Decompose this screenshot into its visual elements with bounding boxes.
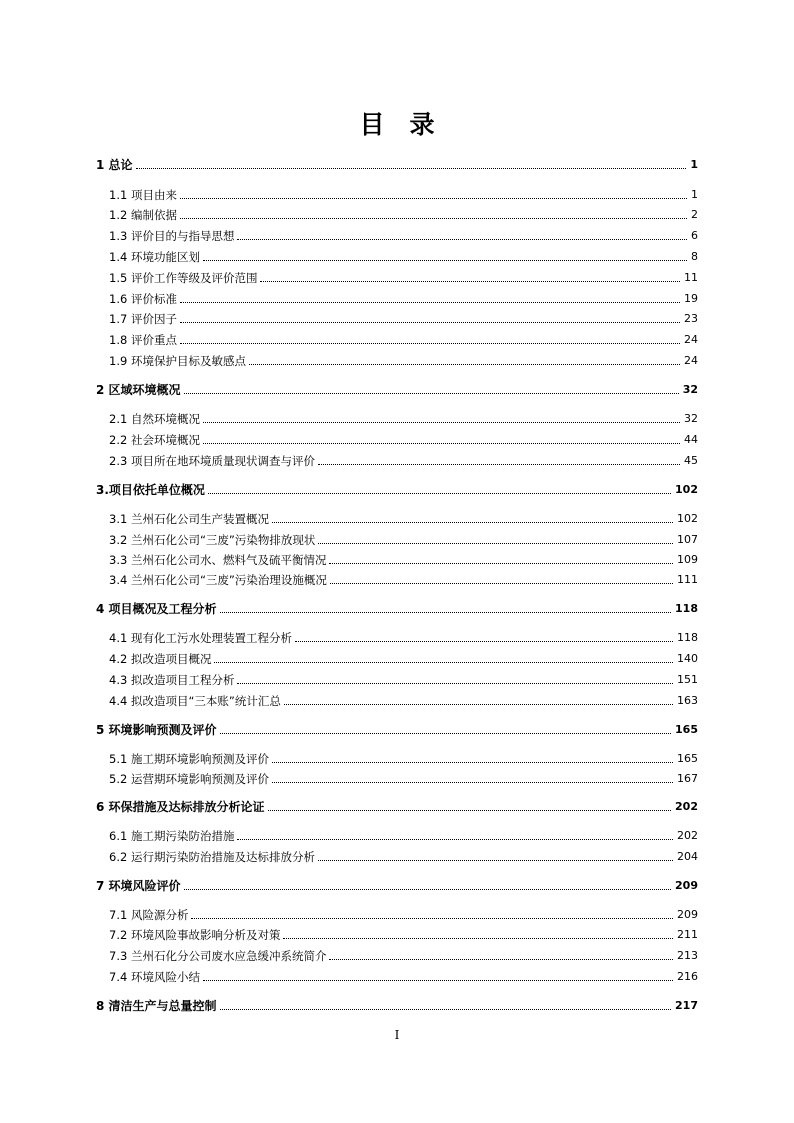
toc-chapter-entry[interactable] — [96, 876, 698, 894]
dot-leader — [237, 838, 673, 840]
dot-leader — [318, 542, 673, 544]
toc-section-entry[interactable] — [109, 925, 698, 943]
toc-chapter-entry[interactable] — [96, 480, 698, 498]
toc-entry-label: 6.2 运行期污染防治措施及达标排放分析 — [109, 850, 315, 864]
toc-section-entry[interactable] — [109, 351, 698, 369]
dot-leader — [272, 761, 673, 763]
dot-leader — [184, 888, 672, 890]
toc-entry-label: 2.3 项目所在地环境质量现状调查与评价 — [109, 454, 315, 468]
toc-section-entry[interactable] — [109, 430, 698, 448]
toc-entry-page-number: 209 — [677, 908, 698, 921]
toc-entry-page-number: 140 — [677, 652, 698, 665]
dot-leader — [272, 521, 673, 523]
dot-leader — [330, 582, 673, 584]
toc-entry-page-number: 1 — [690, 158, 698, 171]
toc-entry-page-number: 118 — [677, 631, 698, 644]
toc-entry-page-number: 102 — [675, 483, 698, 496]
dot-leader — [180, 301, 680, 303]
page-number-footer: I — [394, 1028, 400, 1042]
toc-entry-page-number: 204 — [677, 850, 698, 863]
toc-section-entry[interactable] — [109, 247, 698, 265]
dot-leader — [136, 167, 687, 169]
page-title: 目 录 — [359, 110, 435, 139]
toc-section-entry[interactable] — [109, 205, 698, 223]
toc-section-entry[interactable] — [109, 691, 698, 709]
toc-section-entry[interactable] — [109, 847, 698, 865]
toc-entry-label: 1.6 评价标准 — [109, 292, 177, 306]
toc-section-entry[interactable] — [109, 628, 698, 646]
toc-entry-label: 7.3 兰州石化分公司废水应急缓冲系统简介 — [109, 949, 327, 963]
toc-section-entry[interactable] — [109, 409, 698, 427]
toc-entry-page-number: 213 — [677, 949, 698, 962]
dot-leader — [220, 611, 672, 613]
toc-section-entry[interactable] — [109, 185, 698, 203]
dot-leader — [272, 781, 673, 783]
toc-section-entry[interactable] — [109, 649, 698, 667]
dot-leader — [203, 442, 680, 444]
toc-section-entry[interactable] — [109, 309, 698, 327]
dot-leader — [318, 463, 680, 465]
toc-entry-page-number: 165 — [677, 752, 698, 765]
toc-chapter-entry[interactable] — [96, 380, 698, 398]
toc-entry-label: 1.5 评价工作等级及评价范围 — [109, 271, 258, 285]
toc-entry-page-number: 24 — [684, 333, 698, 346]
dot-leader — [203, 979, 673, 981]
dot-leader — [180, 321, 680, 323]
toc-entry-label: 2 区域环境概况 — [96, 383, 181, 397]
toc-entry-label: 4.3 拟改造项目工程分析 — [109, 673, 235, 687]
toc-entry-page-number: 8 — [691, 250, 698, 263]
toc-entry-label: 3.项目依托单位概况 — [96, 483, 205, 497]
dot-leader — [284, 703, 673, 705]
toc-entry-label: 5.2 运营期环境影响预测及评价 — [109, 772, 269, 786]
toc-entry-page-number: 2 — [691, 208, 698, 221]
toc-entry-label: 1.1 项目由来 — [109, 188, 177, 202]
toc-entry-label: 1.3 评价目的与指导思想 — [109, 229, 235, 243]
dot-leader — [329, 958, 673, 960]
toc-entry-label: 2.2 社会环境概况 — [109, 433, 200, 447]
toc-entry-page-number: 1 — [691, 188, 698, 201]
toc-entry-label: 4.4 拟改造项目“三本账”统计汇总 — [109, 694, 281, 708]
toc-entry-page-number: 11 — [684, 271, 698, 284]
dot-leader — [283, 937, 673, 939]
toc-entry-label: 7 环境风险评价 — [96, 879, 181, 893]
toc-entry-page-number: 23 — [684, 312, 698, 325]
toc-entry-page-number: 19 — [684, 292, 698, 305]
dot-leader — [203, 259, 687, 261]
toc-entry-page-number: 165 — [675, 723, 698, 736]
toc-entry-page-number: 202 — [675, 800, 698, 813]
toc-entry-label: 1.9 环境保护目标及敏感点 — [109, 354, 246, 368]
toc-entry-label: 3.2 兰州石化公司“三废”污染物排放现状 — [109, 533, 316, 547]
toc-entry-page-number: 109 — [677, 553, 698, 566]
toc-entry-page-number: 32 — [682, 383, 698, 396]
toc-entry-label: 1.4 环境功能区划 — [109, 250, 200, 264]
toc-entry-label: 4.2 拟改造项目概况 — [109, 652, 212, 666]
toc-entry-page-number: 216 — [677, 970, 698, 983]
dot-leader — [220, 1008, 672, 1010]
toc-entry-page-number: 211 — [677, 928, 698, 941]
toc-entry-page-number: 209 — [675, 879, 698, 892]
dot-leader — [260, 280, 680, 282]
dot-leader — [180, 217, 687, 219]
toc-entry-page-number: 151 — [677, 673, 698, 686]
toc-section-entry[interactable] — [109, 268, 698, 286]
toc-section-entry[interactable] — [109, 451, 698, 469]
toc-section-entry[interactable] — [109, 905, 698, 923]
dot-leader — [329, 562, 673, 564]
toc-section-entry[interactable] — [109, 570, 698, 588]
dot-leader — [184, 392, 679, 394]
dot-leader — [237, 682, 673, 684]
dot-leader — [318, 859, 673, 861]
toc-entry-label: 4.1 现有化工污水处理装置工程分析 — [109, 631, 292, 645]
toc-entry-page-number: 45 — [684, 454, 698, 467]
toc-entry-page-number: 102 — [677, 512, 698, 525]
toc-entry-label: 1.7 评价因子 — [109, 312, 177, 326]
toc-section-entry[interactable] — [109, 226, 698, 244]
toc-entry-label: 5.1 施工期环境影响预测及评价 — [109, 752, 269, 766]
toc-chapter-entry[interactable] — [96, 155, 698, 173]
toc-section-entry[interactable] — [109, 330, 698, 348]
toc-section-entry[interactable] — [109, 967, 698, 985]
dot-leader — [268, 809, 672, 811]
toc-entry-page-number: 6 — [691, 229, 698, 242]
toc-entry-page-number: 167 — [677, 772, 698, 785]
toc-chapter-entry[interactable] — [96, 720, 698, 738]
toc-section-entry[interactable] — [109, 289, 698, 307]
toc-section-entry[interactable] — [109, 530, 698, 548]
toc-entry-label: 7.1 风险源分析 — [109, 908, 189, 922]
toc-chapter-entry[interactable] — [96, 599, 698, 617]
dot-leader — [237, 238, 687, 240]
toc-entry-page-number: 32 — [684, 412, 698, 425]
dot-leader — [180, 197, 687, 199]
dot-leader — [295, 640, 673, 642]
toc-entry-label: 7.2 环境风险事故影响分析及对策 — [109, 928, 281, 942]
toc-entry-page-number: 163 — [677, 694, 698, 707]
toc-entry-label: 6 环保措施及达标排放分析论证 — [96, 800, 265, 814]
toc-entry-label: 5 环境影响预测及评价 — [96, 723, 217, 737]
dot-leader — [220, 732, 672, 734]
toc-section-entry[interactable] — [109, 826, 698, 844]
toc-entry-page-number: 44 — [684, 433, 698, 446]
toc-entry-page-number: 217 — [675, 999, 698, 1012]
toc-entry-page-number: 118 — [675, 602, 698, 615]
dot-leader — [208, 492, 671, 494]
toc-section-entry[interactable] — [109, 749, 698, 767]
toc-entry-label: 8 清洁生产与总量控制 — [96, 999, 217, 1013]
toc-entry-label: 3.1 兰州石化公司生产装置概况 — [109, 512, 269, 526]
toc-entry-label: 2.1 自然环境概况 — [109, 412, 200, 426]
toc-section-entry[interactable] — [109, 670, 698, 688]
toc-entry-page-number: 24 — [684, 354, 698, 367]
dot-leader — [180, 342, 680, 344]
toc-entry-label: 6.1 施工期污染防治措施 — [109, 829, 235, 843]
toc-entry-label: 1 总论 — [96, 158, 133, 172]
toc-section-entry[interactable] — [109, 509, 698, 527]
toc-entry-label: 1.2 编制依据 — [109, 208, 177, 222]
toc-entry-label: 3.4 兰州石化公司“三废”污染治理设施概况 — [109, 573, 327, 587]
toc-section-entry[interactable] — [109, 769, 698, 787]
dot-leader — [249, 363, 680, 365]
toc-chapter-entry[interactable] — [96, 996, 698, 1014]
toc-entry-label: 7.4 环境风险小结 — [109, 970, 200, 984]
toc-entry-label: 4 项目概况及工程分析 — [96, 602, 217, 616]
dot-leader — [214, 661, 673, 663]
toc-chapter-entry[interactable] — [96, 797, 698, 815]
toc-entry-label: 3.3 兰州石化公司水、燃料气及硫平衡情况 — [109, 553, 327, 567]
toc-entry-page-number: 111 — [677, 573, 698, 586]
toc-entry-page-number: 202 — [677, 829, 698, 842]
dot-leader — [203, 421, 680, 423]
toc-entry-page-number: 107 — [677, 533, 698, 546]
dot-leader — [191, 917, 673, 919]
toc-section-entry[interactable] — [109, 550, 698, 568]
toc-entry-label: 1.8 评价重点 — [109, 333, 177, 347]
toc-section-entry[interactable] — [109, 946, 698, 964]
